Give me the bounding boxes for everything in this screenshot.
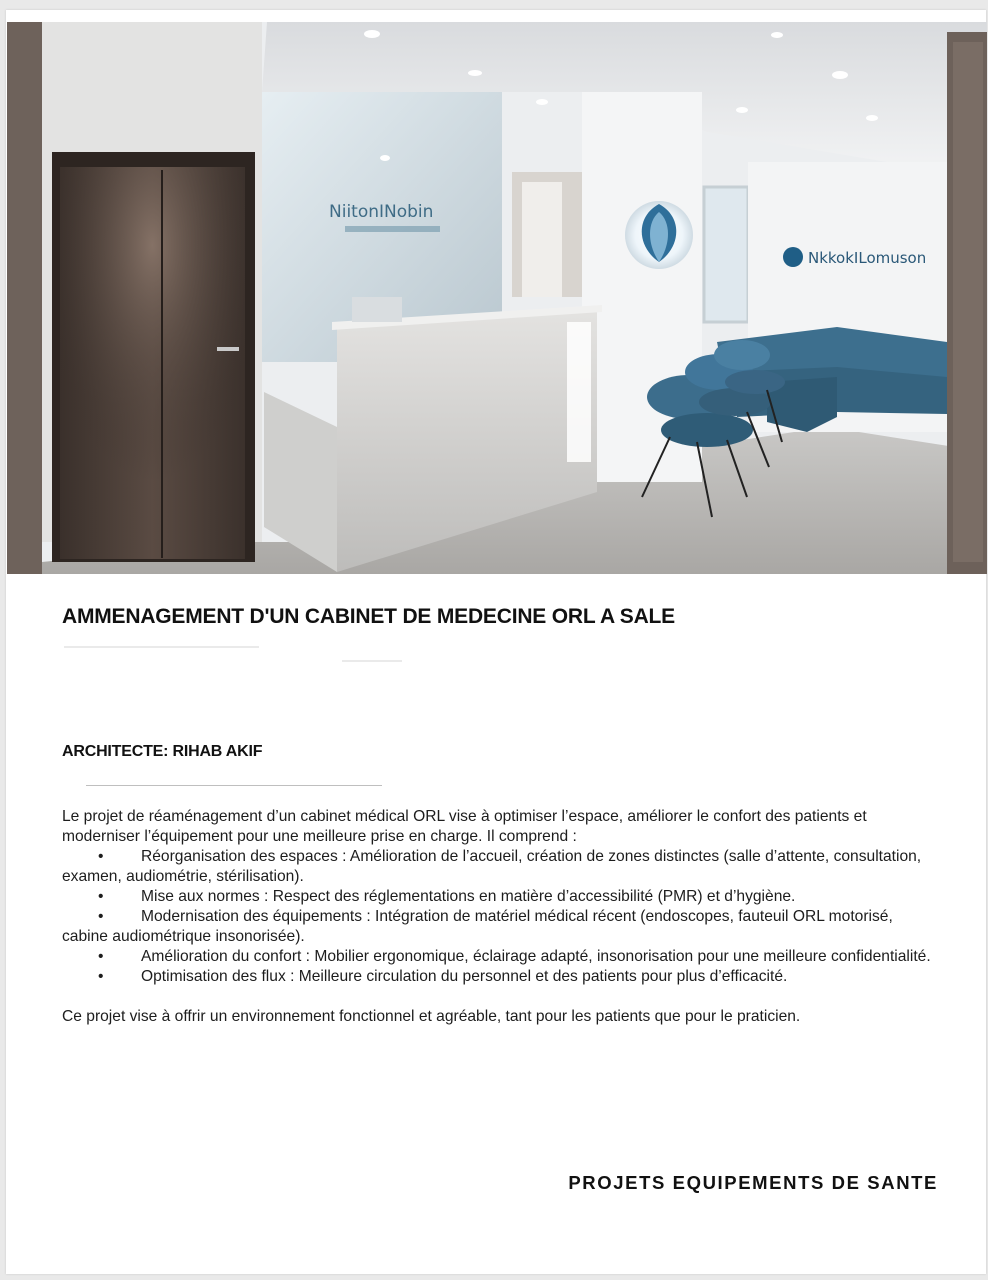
bullet-icon: • [98,908,104,925]
sign-right-text: NkkokILomuson [808,249,927,267]
document-page [6,10,986,1274]
bullet-icon: • [98,848,104,865]
divider [86,785,382,786]
list-item: • Modernisation des équipements : Intégration de matériel médical récent (endoscopes, fauteuil ORL motorisé, cabine audiométrique insonorisée). [62,908,893,945]
list-item: • Amélioration du confort : Mobilier ergonomique, éclairage adapté, insonorisation pour une meilleure confidentialité. [98,948,931,965]
document-title: AMMENAGEMENT D'UN CABINET DE MEDECINE ORL A SALE [62,605,675,628]
hero-image [7,22,987,574]
architect-credit: ARCHITECTE: RIHAB AKIF [62,743,263,760]
list-item: • Réorganisation des espaces : Amélioration de l’accueil, création de zones distinctes (salle d’attente, consultation, examen, audiométrie, stérilisation). [62,848,922,885]
bullet-icon: • [98,948,104,965]
faded-line [342,660,402,662]
bullet-icon: • [98,888,104,905]
bullet-icon: • [98,968,104,985]
sign-left-text: NiitonINobin [329,202,434,222]
faded-line [64,646,259,648]
list-item: • Mise aux normes : Respect des réglementations en matière d’accessibilité (PMR) et d’hygiène. [98,888,796,905]
list-item: • Optimisation des flux : Meilleure circulation du personnel et des patients pour plus d’efficacité. [98,968,788,985]
project-description [62,807,942,1027]
intro-paragraph: Le projet de réaménagement d’un cabinet médical ORL vise à optimiser l’espace, améliorer le confort des patients et moderniser l’équipement pour une meilleure prise en charge. Il comprend : [62,808,867,845]
bullet-list [62,847,942,987]
footer-label: PROJETS EQUIPEMENTS DE SANTE [568,1172,938,1193]
conclusion-paragraph: Ce projet vise à offrir un environnement fonctionnel et agréable, tant pour les patients que pour le praticien. [62,1008,801,1025]
